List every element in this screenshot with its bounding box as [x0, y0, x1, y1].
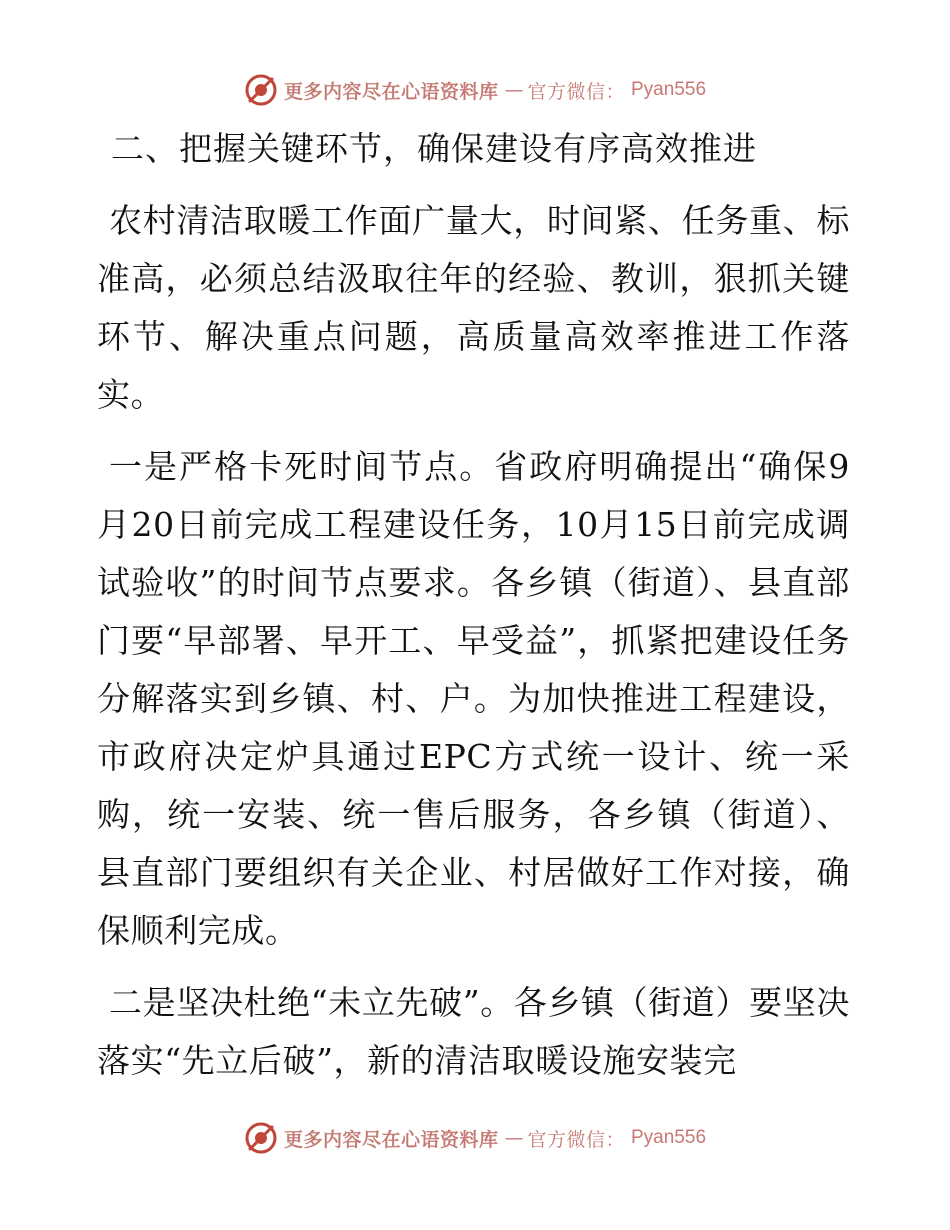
- logo-icon: [244, 73, 278, 107]
- watermark-subtitle: 官方微信：: [527, 80, 625, 103]
- watermark-dash: —: [504, 1127, 522, 1149]
- watermark-subtitle: 官方微信：: [527, 1128, 625, 1151]
- watermark-id: Pyan556: [631, 1127, 707, 1148]
- watermark-id: Pyan556: [631, 79, 707, 100]
- paragraph-point-one: 一是严格卡死时间节点。省政府明确提出“确保9月20日前完成工程建设任务，10月15日前完成调试验收”的时间节点要求。各乡镇（街道）、县直部门要“早部署、早开工、早受益”，抓紧把建设任务分解落实到乡镇、村、户。为加快推进工程建设，市政府决定炉具通过EPC方式统一设计、统一采购，统一安装、统一售后服务，各乡镇（街道）、县直部门要组织有关企业、村居做好工作对接，确保顺利完成。: [97, 447, 850, 950]
- watermark-dash: —: [504, 79, 522, 101]
- section-heading: 二、把握关键环节，确保建设有序高效推进: [111, 129, 757, 168]
- document-body: [97, 120, 850, 1104]
- footer-watermark: [0, 1118, 950, 1158]
- paragraph-intro: 农村清洁取暖工作面广量大，时间紧、任务重、标准高，必须总结汲取往年的经验、教训，狠抓关键环节、解决重点问题，高质量高效率推进工作落实。: [97, 201, 850, 414]
- logo-icon: [244, 1121, 278, 1155]
- header-watermark: [0, 70, 950, 110]
- watermark-title: 更多内容尽在心语资料库: [283, 1128, 499, 1151]
- watermark-title: 更多内容尽在心语资料库: [283, 80, 499, 103]
- paragraph-point-two: 二是坚决杜绝“未立先破”。各乡镇（街道）要坚决落实“先立后破”，新的清洁取暖设施安装完: [97, 983, 850, 1080]
